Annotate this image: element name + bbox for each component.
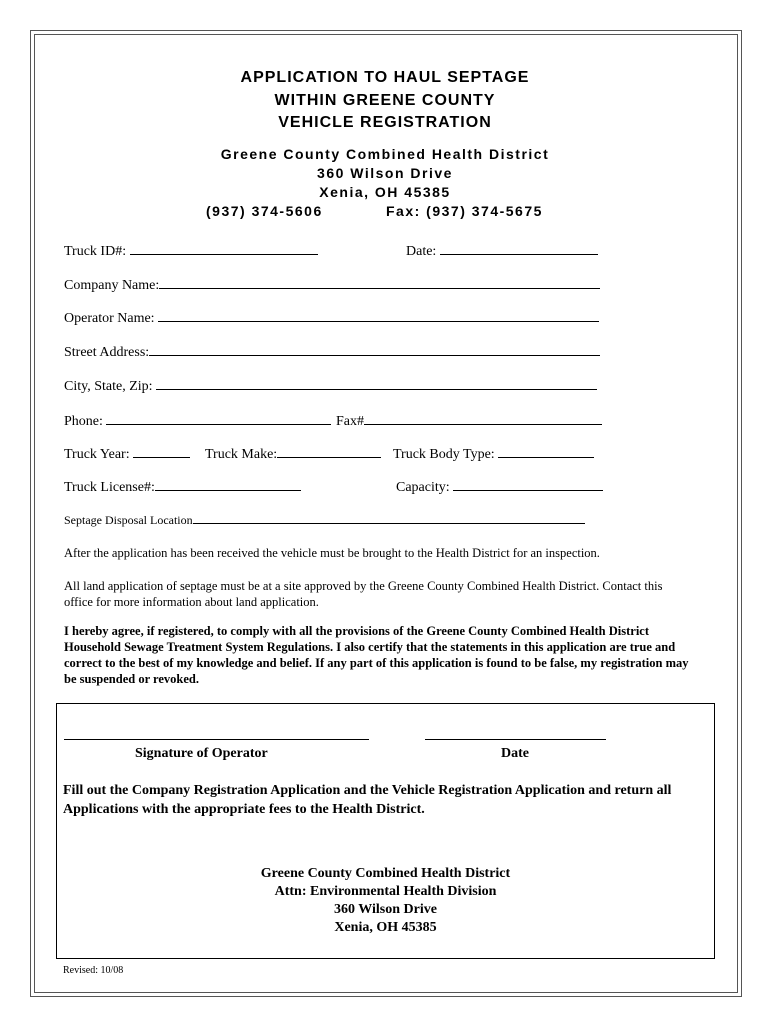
city-state-zip-line[interactable]: [156, 377, 597, 390]
truck-body-type-line[interactable]: [498, 445, 594, 458]
truck-license-field[interactable]: [64, 478, 301, 496]
fax-line[interactable]: [364, 412, 602, 425]
org-phone: (937) 374-5606: [206, 203, 323, 219]
signature-line[interactable]: [64, 738, 369, 740]
phone-label: Phone:: [64, 414, 103, 429]
septage-disposal-line[interactable]: [193, 511, 439, 524]
truck-year-line[interactable]: [133, 445, 190, 458]
truck-year-label: Truck Year:: [64, 447, 130, 462]
septage-disposal-field[interactable]: [64, 511, 585, 528]
org-name: Greene County Combined Health District: [220, 146, 550, 162]
return-street: 360 Wilson Drive: [334, 902, 437, 917]
date-signature-label: Date: [501, 746, 529, 761]
truck-body-type-field[interactable]: [393, 445, 594, 463]
phone-field[interactable]: [64, 412, 331, 430]
company-name-line[interactable]: [159, 276, 600, 289]
company-name-label: Company Name:: [64, 278, 160, 293]
land-application-note: All land application of septage must be at a site approved by the Greene County Combined Health District. Contact this office for more information about land application.: [64, 579, 663, 609]
truck-year-field[interactable]: [64, 445, 190, 463]
signature-box: [56, 703, 715, 959]
operator-name-field[interactable]: [64, 309, 599, 327]
form-title-line-2: WITHIN GREENE COUNTY: [274, 92, 496, 109]
phone-line[interactable]: [106, 412, 331, 425]
operator-name-label: Operator Name:: [64, 311, 155, 326]
septage-disposal-label: Septage Disposal Location: [64, 513, 193, 527]
truck-body-type-label: Truck Body Type:: [393, 447, 495, 462]
city-state-zip-field[interactable]: [64, 377, 597, 395]
fax-label: Fax#: [336, 414, 364, 429]
truck-id-label: Truck ID#:: [64, 244, 127, 259]
revised-date: Revised: 10/08: [63, 965, 124, 976]
return-org: Greene County Combined Health District: [260, 866, 511, 881]
org-city: Xenia, OH 45385: [319, 184, 451, 200]
signature-label: Signature of Operator: [135, 746, 268, 761]
street-address-field[interactable]: [64, 343, 600, 361]
fax-field[interactable]: [336, 412, 602, 430]
street-address-label: Street Address:: [64, 345, 150, 360]
date-signature-line[interactable]: [425, 738, 606, 740]
org-street: 360 Wilson Drive: [317, 165, 453, 181]
company-name-field[interactable]: [64, 276, 600, 294]
street-address-line[interactable]: [149, 343, 600, 356]
capacity-line[interactable]: [453, 478, 603, 491]
truck-id-line[interactable]: [130, 242, 318, 255]
truck-license-label: Truck License#:: [64, 480, 155, 495]
truck-make-field[interactable]: [205, 445, 381, 463]
septage-disposal-line-2[interactable]: [439, 511, 585, 524]
org-fax: Fax: (937) 374-5675: [386, 203, 543, 219]
operator-name-line[interactable]: [158, 309, 599, 322]
agreement-statement: I hereby agree, if registered, to comply with all the provisions of the Greene County Combined Health District Household Sewage Treatment System Regulations. I also certify that the statements in this application are true and correct to the best of my knowledge and belief. If any part of this application is found to be false, my registration may be suspended or revoked.: [64, 624, 689, 686]
date-field[interactable]: [406, 242, 598, 260]
truck-license-line[interactable]: [155, 478, 301, 491]
truck-make-label: Truck Make:: [205, 447, 278, 462]
truck-id-field[interactable]: [64, 242, 318, 260]
inspection-note: After the application has been received the vehicle must be brought to the Health District for an inspection.: [64, 546, 600, 560]
form-title-line-1: APPLICATION TO HAUL SEPTAGE: [240, 69, 530, 86]
return-instructions: Fill out the Company Registration Application and the Vehicle Registration Application and return all Applications with the appropriate fees to the Health District.: [63, 783, 672, 817]
date-label: Date:: [406, 244, 437, 259]
capacity-field[interactable]: [396, 478, 603, 496]
date-line[interactable]: [440, 242, 598, 255]
city-state-zip-label: City, State, Zip:: [64, 379, 153, 394]
form-title-line-3: VEHICLE REGISTRATION: [278, 114, 492, 131]
truck-make-line[interactable]: [277, 445, 381, 458]
return-attn: Attn: Environmental Health Division: [274, 884, 497, 899]
capacity-label: Capacity:: [396, 480, 450, 495]
return-city: Xenia, OH 45385: [334, 920, 437, 935]
